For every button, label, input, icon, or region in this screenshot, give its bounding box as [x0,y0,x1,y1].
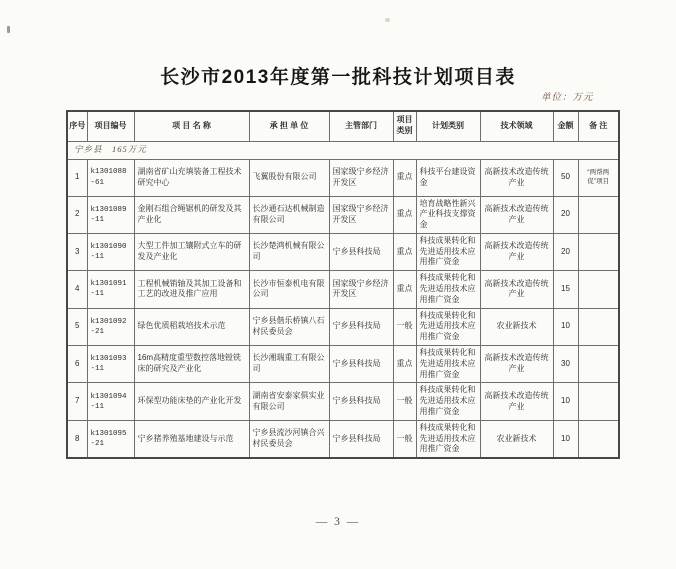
column-header-note: 备 注 [578,111,619,141]
cell-note [578,233,619,270]
group-row [67,141,619,159]
cell-code: k1301091-11 [87,271,134,308]
cell-amount: 20 [553,233,578,270]
cell-plan: 科技成果转化和先进适用技术应用推广资金 [416,346,480,383]
table-row [67,346,619,383]
cell-category: 重点 [393,159,416,196]
cell-amount: 10 [553,308,578,345]
cell-field: 农业新技术 [480,308,553,345]
cell-org: 宁乡县偕乐桥镇八石村民委员会 [249,308,329,345]
table-row [67,159,619,196]
cell-dept: 国家级宁乡经济开发区 [329,271,393,308]
column-header-code: 项目编号 [87,111,134,141]
cell-name: 湖南省矿山充填装备工程技术研究中心 [134,159,249,196]
cell-amount: 15 [553,271,578,308]
header-row [67,111,619,141]
cell-code: k1301088-61 [87,159,134,196]
cell-note: “两帮两促”项目 [578,159,619,196]
cell-note [578,308,619,345]
cell-field: 高新技术改造传统产业 [480,196,553,233]
table-row [67,233,619,270]
column-header-category: 项目类别 [393,111,416,141]
scan-speck [385,18,390,22]
cell-dept: 宁乡县科技局 [329,233,393,270]
page-title: 长沙市2013年度第一批科技计划项目表 [160,67,516,88]
cell-category: 重点 [393,196,416,233]
scan-speck [7,26,10,33]
cell-category: 一般 [393,308,416,345]
cell-code: k1301090-11 [87,233,134,270]
cell-field: 高新技术改造传统产业 [480,233,553,270]
table-row [67,271,619,308]
cell-dept: 宁乡县科技局 [329,346,393,383]
cell-amount: 30 [553,346,578,383]
cell-no: 6 [67,346,87,383]
cell-code: k1301093-11 [87,346,134,383]
cell-field: 高新技术改造传统产业 [480,383,553,420]
table-row [67,383,619,420]
cell-category: 重点 [393,271,416,308]
unit-label: 单位：万元 [541,93,594,103]
cell-code: k1301094-11 [87,383,134,420]
column-header-field: 技术领域 [480,111,553,141]
cell-name: 环保型功能床垫的产业化开发 [134,383,249,420]
column-header-org: 承 担 单 位 [249,111,329,141]
cell-note [578,271,619,308]
cell-code: k1301089-11 [87,196,134,233]
cell-field: 农业新技术 [480,420,553,458]
project-table [66,110,620,459]
table-row [67,308,619,345]
cell-org: 湖南省安泰家俱实业有限公司 [249,383,329,420]
cell-amount: 50 [553,159,578,196]
cell-note [578,346,619,383]
column-header-plan: 计划类别 [416,111,480,141]
cell-org: 长沙湘瑞重工有限公司 [249,346,329,383]
cell-name: 工程机械销轴及其加工设备和工艺的改进及推广应用 [134,271,249,308]
cell-category: 重点 [393,233,416,270]
cell-field: 高新技术改造传统产业 [480,159,553,196]
cell-category: 一般 [393,420,416,458]
cell-no: 8 [67,420,87,458]
cell-code: k1301095-21 [87,420,134,458]
cell-no: 7 [67,383,87,420]
column-header-name: 项 目 名 称 [134,111,249,141]
cell-note [578,420,619,458]
cell-no: 2 [67,196,87,233]
cell-org: 宁乡县流沙河镇合兴村民委员会 [249,420,329,458]
cell-no: 4 [67,271,87,308]
cell-field: 高新技术改造传统产业 [480,346,553,383]
cell-plan: 科技成果转化和先进适用技术应用推广资金 [416,308,480,345]
cell-plan: 科技成果转化和先进适用技术应用推广资金 [416,271,480,308]
cell-no: 1 [67,159,87,196]
cell-dept: 国家级宁乡经济开发区 [329,159,393,196]
cell-org: 长沙市恒泰机电有限公司 [249,271,329,308]
cell-org: 长沙通石达机械制造有限公司 [249,196,329,233]
cell-plan: 科技成果转化和先进适用技术应用推广资金 [416,383,480,420]
cell-name: 宁乡猪养殖基地建设与示范 [134,420,249,458]
cell-dept: 宁乡县科技局 [329,420,393,458]
cell-name: 金刚石组合绳锯机的研发及其产业化 [134,196,249,233]
cell-category: 重点 [393,346,416,383]
cell-org: 长沙楚鸿机械有限公司 [249,233,329,270]
table-row [67,420,619,458]
cell-field: 高新技术改造传统产业 [480,271,553,308]
cell-name: 大型工件加工镶附式立车的研发及产业化 [134,233,249,270]
cell-plan: 培育战略性新兴产业科技支撑资金 [416,196,480,233]
column-header-amount: 金额 [553,111,578,141]
table-row [67,196,619,233]
column-header-dept: 主管部门 [329,111,393,141]
group-row-label: 宁乡县 165万元 [67,141,619,159]
cell-dept: 宁乡县科技局 [329,308,393,345]
page-number: — 3 — [315,516,361,528]
cell-no: 5 [67,308,87,345]
cell-no: 3 [67,233,87,270]
cell-category: 一般 [393,383,416,420]
cell-dept: 国家级宁乡经济开发区 [329,196,393,233]
cell-dept: 宁乡县科技局 [329,383,393,420]
cell-plan: 科技成果转化和先进适用技术应用推广资金 [416,233,480,270]
cell-amount: 10 [553,383,578,420]
cell-amount: 20 [553,196,578,233]
cell-name: 16m高精度重型数控落地镗铣床的研究及产业化 [134,346,249,383]
cell-org: 飞翼股份有限公司 [249,159,329,196]
column-header-no: 序号 [67,111,87,141]
cell-amount: 10 [553,420,578,458]
cell-plan: 科技成果转化和先进适用技术应用推广资金 [416,420,480,458]
cell-plan: 科技平台建设资金 [416,159,480,196]
cell-note [578,196,619,233]
cell-code: k1301092-21 [87,308,134,345]
cell-name: 绿色优质稻栽培技术示范 [134,308,249,345]
cell-note [578,383,619,420]
